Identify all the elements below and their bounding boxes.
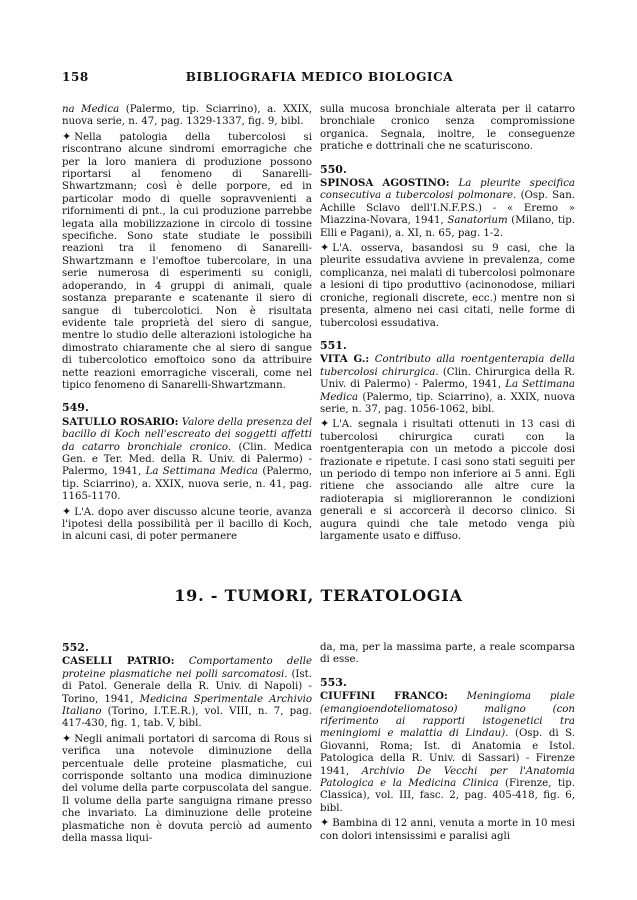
entry-citation	[62, 655, 312, 730]
running-title: BIBLIOGRAFIA MEDICO BIOLOGICA	[185, 70, 454, 84]
entry-title: Comportamento delle proteine plasmatiche nei polli sarcomatosi.	[62, 656, 312, 680]
entry-citation-part-a: (Clin. Chirurgica della R. Univ. di Palermo) - Palermo, 1941,	[320, 366, 575, 391]
entry-abstract-text: L'A. osserva, basandosi su 9 casi, che la pleurite essudativa avviene in prevalenza, come complicanza, nei malati di tubercolosi polmonare a lesioni di tipo produttivo (acinonodose, miliari croniche, regionali discrete, ecc.) mentre non si presenta, almeno nei casi citati, nelle forme di tubercolosi essudativa.	[320, 243, 575, 329]
continued-text: da, ma, per la massima parte, a reale scomparsa di esse.	[320, 642, 575, 666]
entry-citation-part-b: (Palermo, tip. Sciarrino), a. XXIX, nuova serie, n. 41, pag. 1165-1170.	[62, 466, 312, 503]
right-column-top	[320, 104, 575, 545]
entry-title: La pleurite specifica consecutiva a tubercolosi polmonare.	[320, 178, 575, 202]
entry-abstract-text: Bambina di 12 anni, venuta a morte in 10 mesi con dolori intensissimi e paralisi agli	[320, 818, 575, 842]
diamond-bullet-icon: ✦	[320, 417, 330, 431]
entry-journal: Sanatorium	[447, 215, 508, 227]
entry-citation-part-a: (Clin. Medica Gen. e Ter. Med. della R. Univ. di Palermo) - Palermo, 1941,	[62, 441, 313, 478]
diamond-bullet-icon: ✦	[320, 241, 330, 255]
entry-author: VITA G.:	[320, 353, 370, 366]
right-column-bottom	[320, 642, 575, 845]
diamond-bullet-icon: ✦	[62, 731, 72, 745]
entry-citation-part-a: (Ist. di Patol. Generale della R. Univ. di Napoli) - Torino, 1941,	[62, 668, 312, 705]
entry-journal: La Settimana Medica	[320, 379, 575, 403]
entry-title: Meningioma piale (emangioendoteliomatoso) maligno (con riferimento ai rapporti istogenetici tra meningiomi e malattia di Lindau).	[320, 691, 575, 740]
entry-abstract	[320, 817, 575, 843]
entry-citation-part-a: (Osp. di S. Giovanni, Roma; Ist. di Anatomia e Istol. Patologica della R. Univ. di Sassari) - Firenze 1941,	[320, 728, 575, 777]
entry-abstract	[62, 733, 312, 846]
entry-number: 553.	[320, 675, 347, 689]
diamond-bullet-icon: ✦	[320, 816, 330, 830]
entry-journal: La Settimana Medica	[145, 466, 258, 478]
entry-citation-part-b: (Firenze, tip. Classica), vol. III, fasc. 2, pag. 405-418, fig. 6, bibl.	[320, 778, 575, 814]
entry-citation-part-b: (Palermo, tip. Sciarrino), a. XXIX, nuova serie, n. 37, pag. 1056-1062, bibl.	[320, 391, 575, 415]
entry-abstract	[320, 418, 575, 543]
entry-author: SATULLO ROSARIO:	[62, 415, 179, 428]
entry-author: CIUFFINI FRANCO:	[320, 690, 448, 703]
entry-number: 550.	[320, 162, 347, 176]
continued-abstract-text: Nella patologia della tubercolosi si riscontrano alcune sindromi emorragiche che per la loro maniera di produzione possono riportarsi al fenomeno di Sanarelli-Shwartzmann; così è delle porpore, ed in particolar modo di quelle sopravvenienti a rifornimenti di pnt., la cui produzione parrebbe legata alla mobilizzazione in circolo di tossine specifiche. Sono state studiate le possibili reazioni tra il fenomeno di Sanarelli-Shwartzmann e l'emoftoe tubercolare, in una serie numerosa di esperimenti su conigli, adoperando, in 4 gruppi di animali, quale sostanza preparante e scatenante il siero di sangue di tubercolotici. Non è risultata evidente tale proprietà del siero di sangue, mentre lo studio delle alterazioni istologiche ha dimostrato chiaramente che al siero di sangue di tubercolotico emoftoico sono da attribuire nette reazioni emorragiche viscerali, come nel tipico fenomeno di Sanarelli-Shwartzmann.	[62, 131, 312, 391]
entry-number: 551.	[320, 338, 347, 352]
entry-abstract	[320, 242, 575, 330]
entry-abstract-text: L'A. segnala i risultati ottenuti in 13 casi di tubercolosi chirurgica curati con la roentgenterapia con un metodo a piccole dosi frazionate e ripetute. I casi sono stati seguiti per un periodo di tempo non inferiore ai 5 anni. Egli ritiene che associando alle altre cure la radioterapia si migliorerannon le condizioni generali e si accorcerà il decorso clinico. Si augura quindi che tale metodo venga più largamente usato e diffuso.	[320, 419, 575, 542]
entry-citation	[320, 690, 575, 815]
diamond-bullet-icon: ✦	[62, 129, 72, 143]
continued-abstract	[62, 131, 312, 393]
entry-citation	[320, 353, 575, 416]
entry-citation-part-b: (Torino, I.T.E.R.), vol. VIII, n. 7, pag. 417-430, fig. 1, tab. V, bibl.	[62, 706, 312, 730]
continued-journal: na Medica	[62, 104, 120, 115]
entry-abstract	[62, 506, 312, 544]
entry-abstract-text: L'A. dopo aver discusso alcune teorie, avanza l'ipotesi della possibilità per il bacillo di Koch, in alcuni casi, di poter permanere	[62, 506, 312, 543]
entry-citation-part-a: (Osp. San. Achille Sclavo dell'I.N.F.P.S.) - « Eremo » Miazzina-Novara, 1941,	[320, 190, 576, 227]
diamond-bullet-icon: ✦	[62, 504, 72, 518]
entry-title: Valore della presenza del bacillo di Koch nell'escreato dei soggetti affetti da catarro bronchiale cronico.	[62, 416, 312, 453]
section-heading: 19. - TUMORI, TERATOLOGIA	[174, 586, 463, 605]
entry-journal: Medicina Sperimentale Archivio Italiano	[62, 693, 312, 718]
left-column-bottom	[62, 642, 312, 848]
left-column-top	[62, 104, 312, 546]
entry-author: CASELLI PATRIO:	[62, 655, 175, 668]
entry-number: 552.	[62, 641, 89, 654]
entry-citation	[62, 416, 312, 504]
entry-abstract-text: Negli animali portatori di sarcoma di Rous si verifica una notevole diminuzione della percentuale delle proteine plasmatiche, cui corrisponde soltanto una modica diminuzione del volume della parte corpuscolata del sangue. Il volume della parte sanguigna rimane presso che invariato. La diminuzione delle proteine plasmatiche non è dovuta perciò ad aumento della massa liqui-	[62, 733, 312, 845]
entry-title: Contributo alla roentgenterapia della tubercolosi chirurgica.	[320, 354, 575, 378]
running-header	[62, 70, 577, 86]
page-number: 158	[62, 70, 89, 84]
entry-author: SPINOSA AGOSTINO:	[320, 177, 450, 190]
entry-citation	[320, 177, 575, 240]
entry-number: 549.	[62, 401, 89, 415]
entry-journal: Archivio De Vecchi per l'Anatomia Patologica e la Medicina Clinica	[320, 765, 576, 790]
continued-citation-rest: (Palermo, tip. Sciarrino), a. XXIX, nuova serie, n. 47, pag. 1329-1337, fig. 9, bibl.	[62, 104, 312, 128]
entry-citation-part-b: (Milano, tip. Elli e Pagani), a. XI, n. 65, pag. 1-2.	[320, 215, 575, 239]
continued-text: sulla mucosa bronchiale alterata per il catarro bronchiale cronico senza compromissione organica. Segnala, inoltre, le conseguenze pratiche e dottrinali che ne scaturiscono.	[320, 104, 575, 153]
continued-citation	[62, 104, 312, 129]
